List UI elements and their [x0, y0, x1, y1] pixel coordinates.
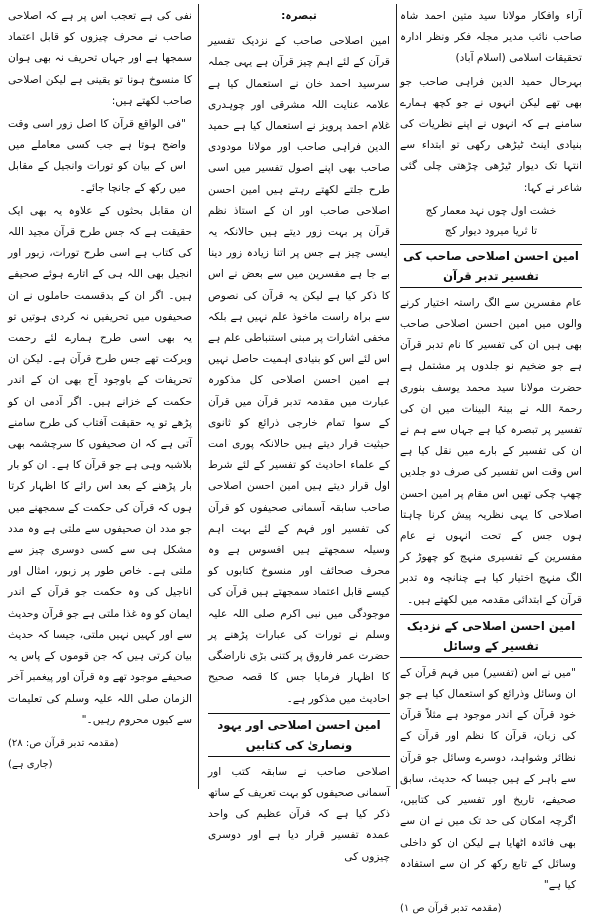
- continued-note: (جاری ہے): [8, 759, 53, 771]
- paragraph: اصلاحی صاحب نے سابقہ کتب اور آسمانی صحیفوں کو بہت تعریف کے ساتھ ذکر کیا ہے کہ قرآن عظیم کی واحد عمدہ تفسیر قرار دیا ہے اور دوسری چیزوں کی: [208, 765, 390, 863]
- right-column: [400, 6, 582, 915]
- column-divider: [198, 4, 199, 789]
- section-label: تبصرہ:: [281, 10, 317, 22]
- verse-line: تا ثریا میرود دیوار کج: [444, 224, 538, 237]
- middle-column: [208, 6, 390, 863]
- section-heading: امین احسن اصلاحی کے نزدیک تفسیر کے وسائل: [400, 614, 582, 658]
- author-intro: آراء وافکار مولانا سید متین احمد شاہ صاحب نائب مدیر مجلہ فکر ونظر ادارہ تحقیقات اسلامی (اسلام آباد): [400, 10, 582, 65]
- paragraph: بہرحال حمید الدین فراہی صاحب جو بھی تھے لیکن انہوں نے جو کچھ ہمارے سامنے ہے کہ انہوں نے اپنے نظریات کی بنیادی اینٹ ٹیڑھی رکھی تو ابتداء سے انتہا تک دیوار ٹیڑھی چڑھتی چلی گئی شاعر نے کہا:: [400, 75, 582, 194]
- reference: (مقدمہ تدبر قرآن ص: ۲۸): [8, 737, 119, 749]
- reference: (مقدمہ تدبر قرآن ص ۱): [400, 903, 502, 915]
- paragraph: ان مقابل بحثوں کے علاوہ یہ بھی ایک حقیقت ہے کہ جس طرح قرآن مجید اللہ کی کتاب ہے اسی طرح تورات، زبور اور انجیل بھی اللہ ہی کے اتارے ہوئے صحیفے ہیں۔ اگر ان کے بدقسمت حاملوں نے ان صحیفوں میں تحریفیں نہ کردی ہوتیں تو یہ بھی اسی طرح ہمارے لئے رحمت وبرکت تھے جس طرح قرآن ہے۔ لیکن ان تحریفات کے باوجود آج بھی ان کے اندر حکمت کے خزانے ہیں۔ اگر آدمی ان کو پڑھے تو یہ حقیقت آفتاب کی طرح سامنے آتی ہے کہ ان صحیفوں کا سرچشمہ بھی بلاشبہ وہی ہے جو قرآن کا ہے۔ ان کو بار بار پڑھنے کے بعد اس رائے کا اظہار کرتا ہوں کہ قرآن کی حکمت کے سمجھنے میں جو مدد ان صحیفوں سے ملتی ہے وہ مدد مشکل ہی سے کسی دوسری چیز سے ملتی ہے۔ خاص طور پر زبور، امثال اور اناجیل کی وہ حکمت جو قرآن کے اندر ایمان کو وہ غذا ملتی ہے جو قرآن وحدیث سے اور کہیں نہیں ملتی، جیسا کہ حدیث بیان کرتی ہیں کہ جن قوموں کے پاس یہ صحیفے موجود تھے وہ قرآن اور پیغمبر آخر الزمان صلی اللہ علیہ وسلم کی تعلیمات سے کیوں محروم رہیں۔": [8, 204, 192, 726]
- section-heading: امین احسن اصلاحی اور یہود ونصاریٰ کی کتابیں: [208, 713, 390, 757]
- paragraph: عام مفسرین سے الگ راستہ اختیار کرنے والوں میں امین احسن اصلاحی صاحب بھی ہیں ان کی تفسیر کا نام تدبر قرآن ہے جو ضخیم نو جلدوں پر مشتمل ہے حضرت مولانا سید محمد یوسف بنوری رحمۃ اللہ نے بینۃ البینات میں ان کی تفسیر پر تبصرہ کیا ہے جہاں سے ہم نے ان کی تفسیر کے بارے میں نقل کیا ہے اس وقت اس تفسیر کی صرف دو جلدیں چھپ چکی تھیں اس مقام پر امین احسن اصلاحی کا یہی نظریہ پیش کرنا چاہتا ہوں جس کے تحت انہوں نے عام مفسرین کے تفسیری منہج کو چھوڑ کر الگ منہج اختیار کیا ہے چنانچہ وہ تدبر قرآن کے ابتدائی مقدمہ میں لکھتے ہیں۔: [400, 296, 582, 606]
- quotation: "میں نے اس (تفسیر) میں فہم قرآن کے ان وسائل وذرائع کو استعمال کیا ہے جو خود قرآن کے اندر موجود ہے مثلاً قرآن کی زبان، قرآن کا نظم اور قرآن کے نظائر وشواہد، دوسرے وسائل جو قرآن سے باہر کے ہیں جیسا کہ حدیث، سابق صحیفے، تاریخ اور تفسیر کی کتابیں، اگرچہ امکان کی حد تک میں نے ان سے بھی فائدہ اٹھایا ہے لیکن ان کو داخلی وسائل کے تابع رکھ کر ان سے استفادہ کیا ہے": [400, 666, 576, 891]
- paragraph: امین اصلاحی صاحب کے نزدیک تفسیر قرآن کے لئے اہم چیز قرآن ہے یہی جملہ سرسید احمد خان نے استعمال کیا ہے علامہ عنایت اللہ مشرقی اور چوہدری غلام احمد پرویز نے استعمال کیا ہے حمید الدین فراہی صاحب اور مولانا مودودی صاحب بھی اپنے اصول تفسیر میں اسی طرح جلتے لکھتے رہتے ہیں امین احسن اصلاحی صاحب اور ان کے استاذ نظم قرآن پر بہت زور دیتے ہیں حالانکہ یہ ایسی چیز ہے جس پر اتنا زیادہ زور دینا بے جا ہے مفسرین میں سے بعض نے اس کا ذکر کیا ہے لیکن یہ قرآن کی نصوص سے براہ راست ماخوذ علم نہیں ہے بلکہ مخفی اشارات پر مبنی استنباطی علم ہے اس لئے اس کو بنیادی اہمیت حاصل نہیں ہے امین احسن اصلاحی کل مذکورہ عبارت میں مقدمہ تدبر قرآن میں قرآن کے سوا تمام خارجی ذرائع کو ثانوی حیثیت قرار دیتے ہیں حالانکہ پوری امت کے علماء احادیث کو تفسیر کے لئے شرط اول قرار دیتے ہیں امین احسن اصلاحی صاحب سابقہ آسمانی صحیفوں کو قرآن کی تفسیر اور فہم کے لئے بہت اہم وسیلہ سمجھتے ہیں افسوس ہے وہ محرف صحائف اور منسوخ کتابوں کو کیسے قابل اعتماد سمجھتے ہیں قرآن کی موجودگی میں نبی اکرم صلی اللہ علیہ وسلم نے تورات کی عبارات پڑھنے پر حضرت عمر فاروق پر کتنی بڑی ناراضگی کا اظہار فرمایا جس کا قصہ صحیح احادیث میں مذکور ہے۔: [208, 35, 390, 705]
- left-column: [8, 6, 192, 787]
- quotation: "فی الواقع قرآن کا اصل زور اسی وقت واضح ہوتا ہے جب کسی معاملے میں اس کے بیان کو تورات وانجیل کے مقابل میں رکھ کے جانچا جائے۔: [8, 118, 186, 194]
- section-heading: امین احسن اصلاحی صاحب کی تفسیر تدبر قرآن: [400, 244, 582, 288]
- verse-line: خشت اول چوں نہد معمار کج: [425, 204, 557, 217]
- column-divider: [396, 4, 397, 789]
- paragraph: نفی کی ہے تعجب اس پر ہے کہ اصلاحی صاحب نے محرف چیزوں کو قابل اعتماد سمجھا ہے اور جہاں تحریف نہ بھی ہوان کا منسوخ ہونا تو یقینی ہے لیکن اصلاحی صاحب لکھتے ہیں:: [8, 10, 192, 107]
